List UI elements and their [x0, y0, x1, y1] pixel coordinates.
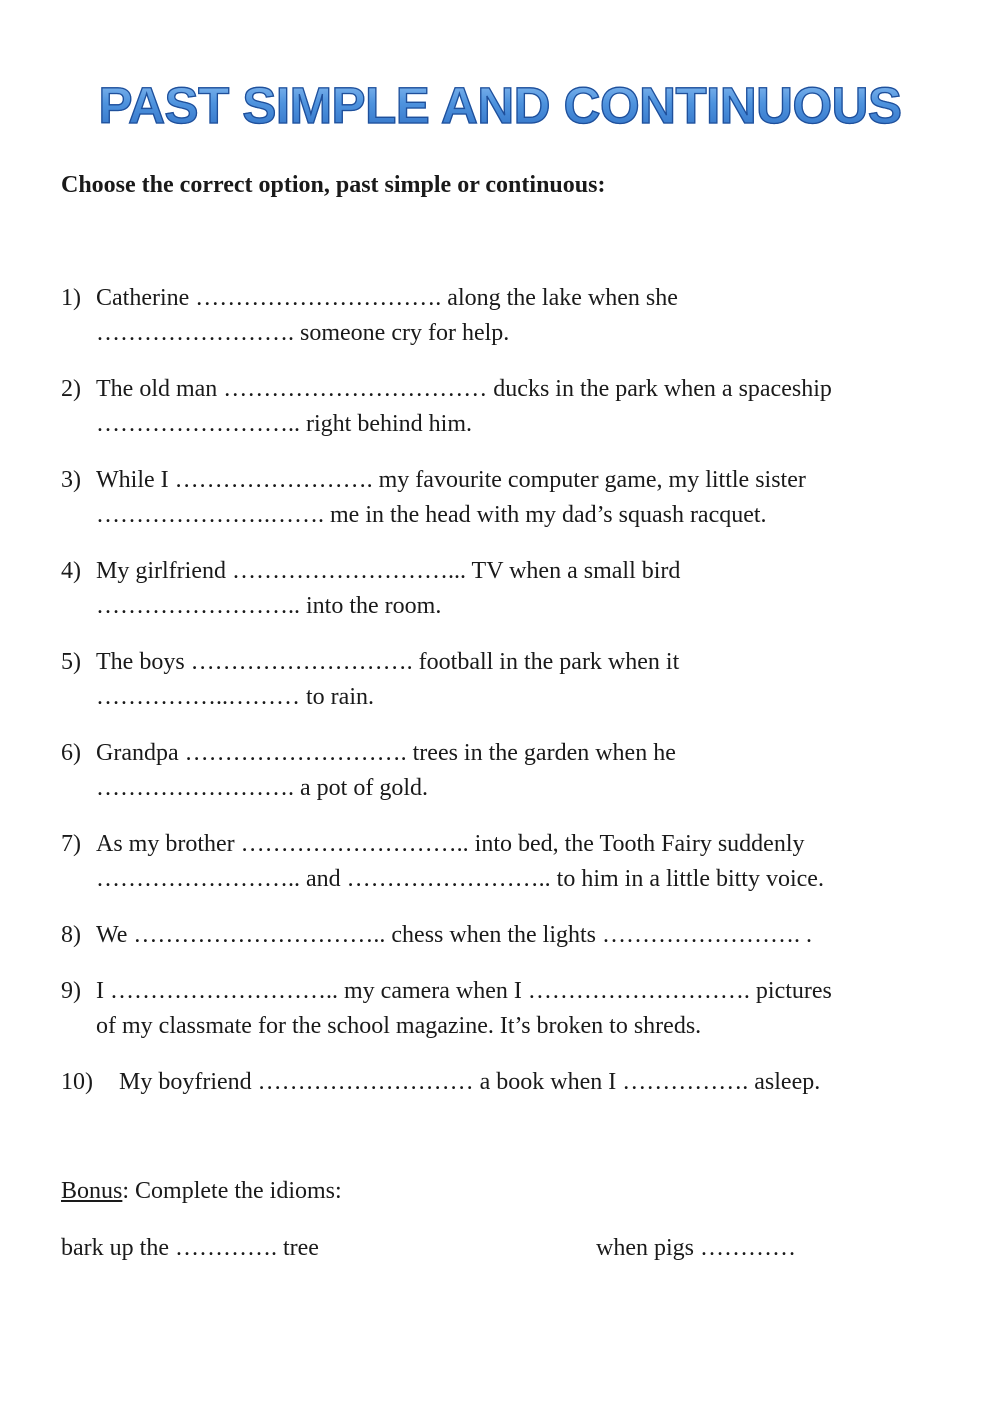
question-5 [61, 645, 931, 715]
question-1 [61, 281, 931, 351]
question-number: 3) [61, 467, 81, 493]
question-line: …………………….. and …………………….. to him in a little bitty voice. [96, 866, 824, 892]
page-title: PAST SIMPLE AND CONTINUOUS [0, 76, 1000, 136]
question-number: 2) [61, 376, 81, 402]
idiom-2: when pigs ………… [596, 1235, 796, 1261]
question-line: …………………….. right behind him. [96, 411, 472, 437]
question-8 [61, 918, 931, 953]
question-3 [61, 463, 931, 533]
question-line: My boyfriend ……………………… a book when I ……………. asleep. [119, 1069, 821, 1095]
question-line: The old man …………………………… ducks in the park when a spaceship [96, 376, 832, 402]
question-line: We ………………………….. chess when the lights ……………………. . [96, 922, 813, 948]
question-number: 7) [61, 831, 81, 857]
question-line: ……………………. a pot of gold. [96, 775, 428, 801]
instruction-text: Choose the correct option, past simple or continuous: [61, 172, 606, 198]
question-number: 10) [61, 1069, 93, 1095]
question-9 [61, 974, 931, 1044]
question-7 [61, 827, 931, 897]
question-line: My girlfriend ………………………... TV when a small bird [96, 558, 681, 584]
question-line: As my brother ……………………….. into bed, the Tooth Fairy suddenly [96, 831, 805, 857]
bonus-text: : Complete the idioms: [122, 1178, 342, 1204]
question-line: ……………..……… to rain. [96, 684, 374, 710]
question-line: Catherine …………………………. along the lake when she [96, 285, 678, 311]
question-line: of my classmate for the school magazine. It’s broken to shreds. [96, 1013, 702, 1039]
question-number: 4) [61, 558, 81, 584]
question-2 [61, 372, 931, 442]
bonus-label: Bonus [61, 1178, 123, 1204]
question-line: I ……………………….. my camera when I ………………………. pictures [96, 978, 832, 1004]
question-line: While I ……………………. my favourite computer game, my little sister [96, 467, 806, 493]
question-line: The boys ………………………. football in the park when it [96, 649, 680, 675]
question-line: ……………………. someone cry for help. [96, 320, 510, 346]
idiom-1: bark up the …………. tree [61, 1235, 319, 1261]
question-4 [61, 554, 931, 624]
question-number: 1) [61, 285, 81, 311]
question-10 [61, 1065, 931, 1100]
question-line: Grandpa ………………………. trees in the garden when he [96, 740, 676, 766]
question-number: 9) [61, 978, 81, 1004]
bonus-heading [61, 1178, 342, 1205]
question-number: 5) [61, 649, 81, 675]
question-line: …………………….. into the room. [96, 593, 442, 619]
question-number: 8) [61, 922, 81, 948]
question-number: 6) [61, 740, 81, 766]
question-6 [61, 736, 931, 806]
question-line: ………………….……. me in the head with my dad’s squash racquet. [96, 502, 767, 528]
